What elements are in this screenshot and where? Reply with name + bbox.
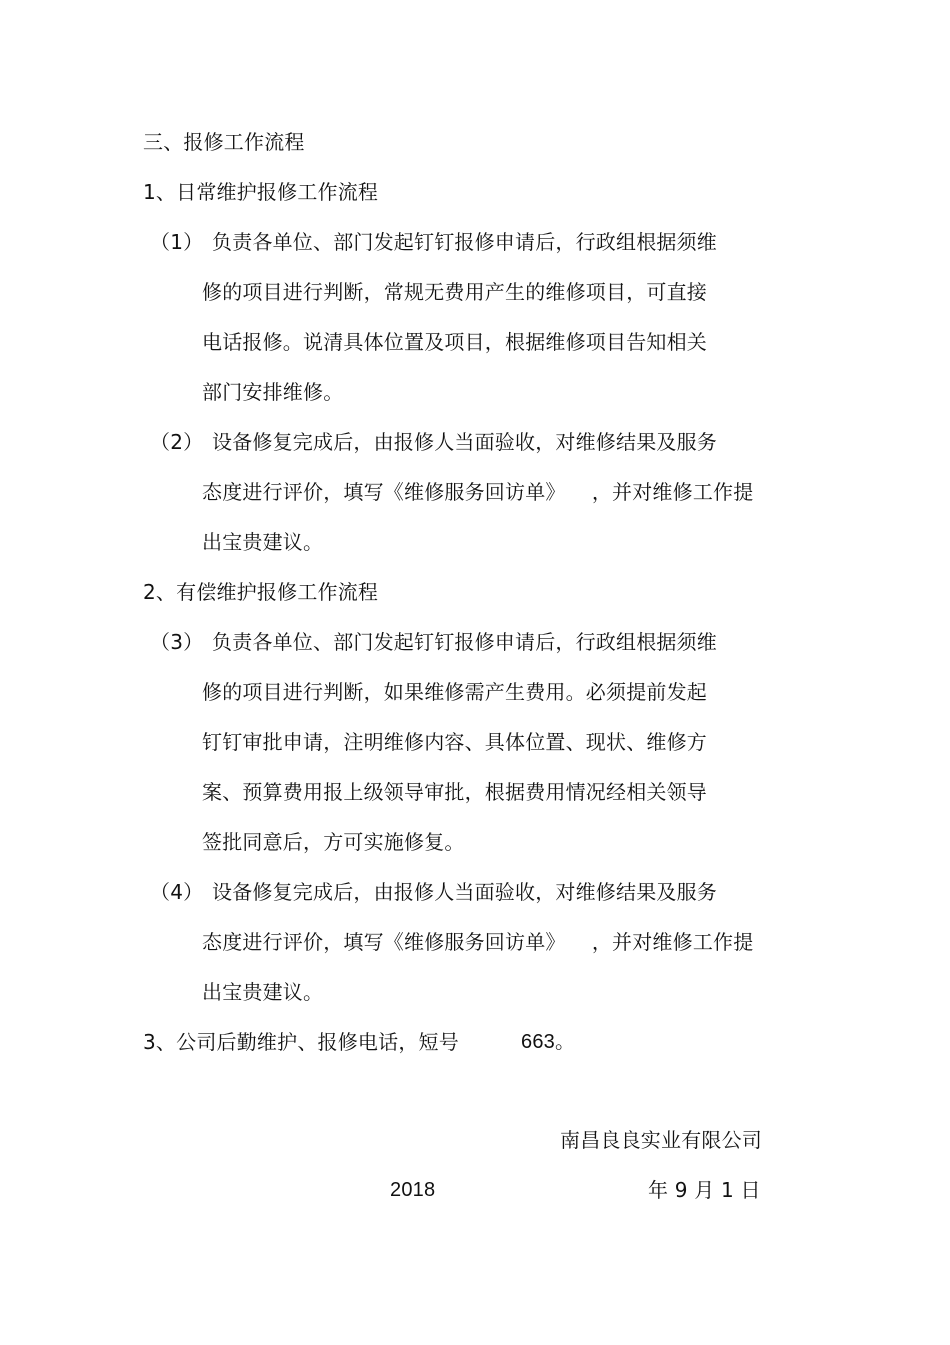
item-2-line-3: 出宝贵建议。 — [202, 530, 324, 554]
subsection-heading-1: 1、日常维护报修工作流程 — [143, 180, 379, 204]
item-4-line-1: 设备修复完成后，由报修人当面验收，对维修结果及服务 — [212, 880, 717, 904]
item-marker-3: （3） — [150, 630, 204, 654]
item-3-line-5: 签批同意后，方可实施修复。 — [202, 830, 465, 854]
item-marker-4: （4） — [150, 880, 204, 904]
item-3-line-3: 钉钉审批申请，注明维修内容、具体位置、现状、维修方 — [202, 730, 707, 754]
item-1-line-1: 负责各单位、部门发起钉钉报修申请后，行政组根据须维 — [212, 230, 717, 254]
item-1-line-3: 电话报修。说清具体位置及项目，根据维修项目告知相关 — [202, 330, 707, 354]
item-marker-1: （1） — [150, 230, 204, 254]
item-4-line-3: 出宝贵建议。 — [202, 980, 324, 1004]
item-marker-2: （2） — [150, 430, 204, 454]
item-4-line-2: 态度进行评价，填写《维修服务回访单》 ，并对维修工作提 — [202, 930, 754, 954]
item-2-line-1: 设备修复完成后，由报修人当面验收，对维修结果及服务 — [212, 430, 717, 454]
item-1-line-4: 部门安排维修。 — [202, 380, 344, 404]
item-3-line-1: 负责各单位、部门发起钉钉报修申请后，行政组根据须维 — [212, 630, 717, 654]
contact-text: 3、公司后勤维护、报修电话，短号 — [143, 1030, 459, 1054]
subsection-heading-2: 2、有偿维护报修工作流程 — [143, 580, 379, 604]
item-3-line-2: 修的项目进行判断，如果维修需产生费用。必须提前发起 — [202, 680, 707, 704]
signature-year: 2018 — [390, 1179, 436, 1201]
signature-date: 年 9 月 1 日 — [648, 1178, 761, 1202]
item-1-line-2: 修的项目进行判断，常规无费用产生的维修项目，可直接 — [202, 280, 707, 304]
item-3-line-4: 案、预算费用报上级领导审批，根据费用情况经相关领导 — [202, 780, 707, 804]
section-title: 三、报修工作流程 — [143, 130, 305, 154]
signature-company: 南昌良良实业有限公司 — [560, 1128, 762, 1152]
item-2-line-2: 态度进行评价，填写《维修服务回访单》 ，并对维修工作提 — [202, 480, 754, 504]
contact-number: 663。 — [521, 1031, 576, 1053]
